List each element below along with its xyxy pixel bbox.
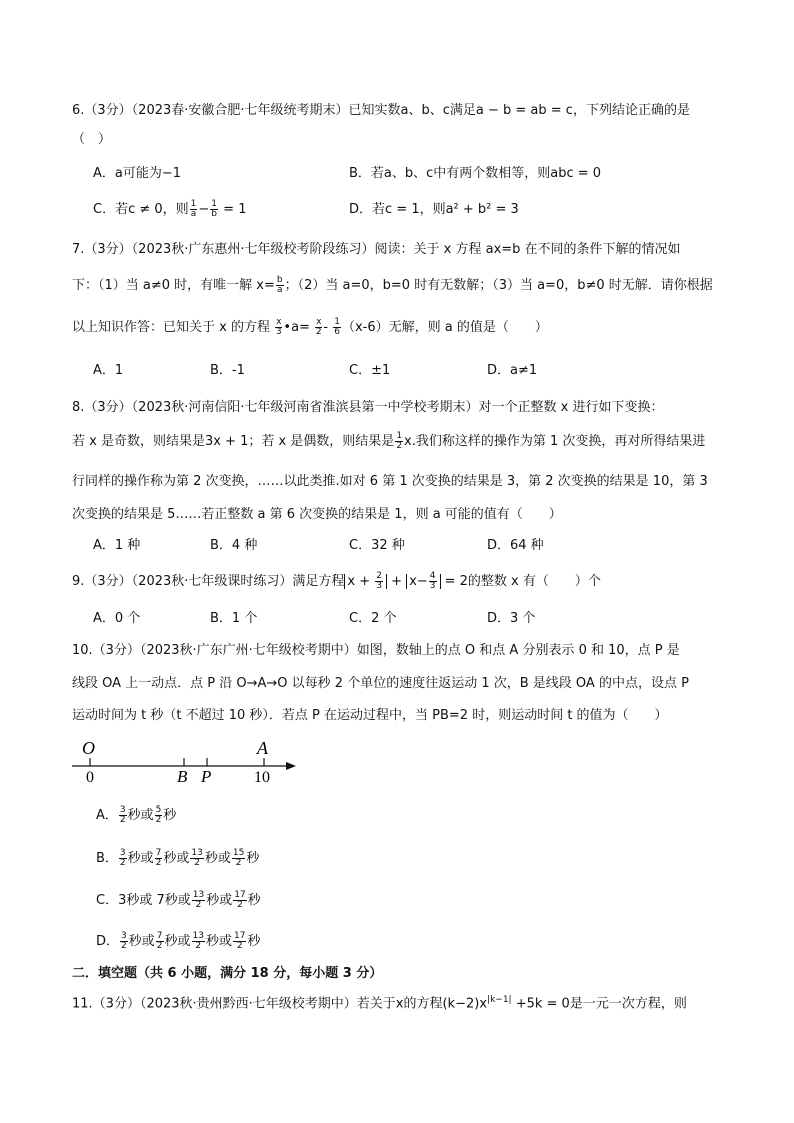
fraction: $\frac{3}{2}$ [119,848,126,868]
fraction: $\frac{1}{2}$ [396,431,403,451]
q8-stem-line3: 行同样的操作称为第 2 次变换，……以此类推.如对 6 第 1 次变换的结果是 3，第 2 次变换的结果是 10，第 3 [72,474,708,489]
q8-option-c: C．32 种 [349,538,405,553]
fraction: $\frac{7}{2}$ [156,931,163,951]
fraction: $\frac{13}{2}$ [191,848,203,868]
q7-stem-line1: 7.（3分）（2023秋·广东惠州·七年级校考阶段练习）阅读：关于 x 方程 ax=b 在不同的条件下解的情况如 [72,242,681,257]
q9-option-a: A．0 个 [93,611,141,626]
q10-option-b: B． $\frac{3}{2}$ 秒或 $\frac{7}{2}$ 秒或 $\frac{13}{2}$ 秒或 $\frac{15}{2}$ 秒 [96,848,260,868]
fraction: $\frac{17}{2}$ [233,931,246,951]
q8-option-b: B．4 种 [210,538,258,553]
fraction: $\frac{b}{a}$ [276,275,283,295]
q7-option-d: D．a≠1 [487,363,538,378]
q6-option-a: A．a可能为−1 [93,166,182,181]
label-zero: 0 [86,769,94,786]
q9-stem: 9.（3分）（2023秋·七年级课时练习）满足方程 x + $\frac{2}{3}$ + x− $\frac{4}{3}$ = 2的整数 x 有（ ）个 [72,571,601,591]
q10-option-c: C．3秒或 7秒或 $\frac{13}{2}$ 秒或 $\frac{17}{2}$ 秒 [96,890,261,910]
fraction: $\frac{5}{2}$ [155,805,162,825]
fraction: $\frac{13}{2}$ [192,890,205,910]
q8-option-a: A．1 种 [93,538,141,553]
fraction: $\frac{x}{3}$ [275,317,282,337]
label-a: A [257,738,268,758]
fraction: $\frac{7}{2}$ [155,848,162,868]
q8-stem-line4: 次变换的结果是 5……若正整数 a 第 6 次变换的结果是 1，则 a 可能的值有（ ） [72,507,562,522]
fraction: $\frac{2}{3}$ [376,571,382,591]
q9-option-c: C．2 个 [349,611,397,626]
fraction: $\frac{1}{a}$ [190,199,197,219]
q9-option-b: B．1 个 [210,611,258,626]
absolute-value: x− $\frac{4}{3}$ [406,574,440,589]
q6-stem-line1: 6.（3分）（2023春·安徽合肥·七年级统考期末）已知实数a、b、c满足a − b = ab = c，下列结论正确的是 [72,103,690,118]
q9-option-d: D．3 个 [487,611,536,626]
q11-stem: 11.（3分）（2023秋·贵州黔西·七年级校考期中）若关于x的方程$(k-2)x^{|k-1|} +5k = 0$是一元一次方程，则 [72,995,687,1012]
number-line-figure [70,736,310,786]
label-ten: 10 [254,769,270,786]
label-o: O [82,738,95,758]
q10-stem-line3: 运动时间为 t 秒（t 不超过 10 秒）．若点 P 在运动过程中，当 PB=2 时，则运动时间 t 的值为（ ） [72,708,668,723]
q8-stem-line1: 8.（3分）（2023秋·河南信阳·七年级河南省淮滨县第一中学校考期末）对一个正整数 x 进行如下变换： [72,400,664,415]
q6-option-d: D．若c = 1，则a² + b² = 3 [349,202,519,217]
fraction: $\frac{1}{6}$ [334,317,340,337]
q10-option-a: A． $\frac{3}{2}$ 秒或 $\frac{5}{2}$ 秒 [96,805,177,825]
q10-stem-line1: 10.（3分）（2023秋·广东广州·七年级校考期中）如图，数轴上的点 O 和点 A 分别表示 0 和 10，点 P 是 [72,643,680,658]
fraction: $\frac{3}{2}$ [119,805,126,825]
q7-stem-line3: 以上知识作答：已知关于 x 的方程 $\frac{x}{3}$ •a= $\frac{x}{2}$ - $\frac{1}{6}$ （x-6）无解，则 a 的值是（ ） [72,317,548,337]
q7-stem-line2: 下：（1）当 a≠0 时，有唯一解 x= $\frac{b}{a}$ ；（2）当 a=0，b=0 时有无数解；（3）当 a=0，b≠0 时无解．请你根据 [72,275,713,295]
fraction: $\frac{15}{2}$ [232,848,245,868]
q10-stem-line2: 线段 OA 上一动点．点 P 沿 O→A→O 以每秒 2 个单位的速度往返运动 1 次，B 是线段 OA 的中点，设点 P [72,676,689,691]
fraction: $\frac{4}{3}$ [429,571,436,591]
absolute-value: x + $\frac{2}{3}$ [344,574,387,589]
fraction: $\frac{x}{2}$ [315,317,322,337]
fraction: $\frac{1}{b}$ [211,199,218,219]
q6-stem-line2: （ ） [72,132,112,147]
q7-option-b: B．-1 [210,363,245,378]
label-p: P [201,767,212,786]
q6-option-c: C．若c ≠ 0，则 $\frac{1}{a}$ − $\frac{1}{b}$ = 1 [93,199,247,219]
q6-option-b: B．若a、b、c中有两个数相等，则abc = 0 [349,166,602,181]
q8-stem-line2: 若 x 是奇数，则结果是3x + 1；若 x 是偶数，则结果是 $\frac{1}{2}$ x.我们称这样的操作为第 1 次变换，再对所得结果进 [72,431,706,451]
fraction: $\frac{17}{2}$ [234,890,246,910]
q10-option-d: D． $\frac{3}{2}$ 秒或 $\frac{7}{2}$ 秒或 $\frac{13}{2}$ 秒或 $\frac{17}{2}$ 秒 [96,931,261,951]
q7-option-a: A．1 [93,363,124,378]
label-b: B [177,767,188,786]
q8-option-d: D．64 种 [487,538,544,553]
section-2-title: 二．填空题（共 6 小题，满分 18 分，每小题 3 分） [72,966,383,981]
number-line-arrow [286,762,296,770]
fraction: $\frac{13}{2}$ [192,931,204,951]
fraction: $\frac{3}{2}$ [121,931,127,951]
q7-option-c: C．±1 [349,363,391,378]
